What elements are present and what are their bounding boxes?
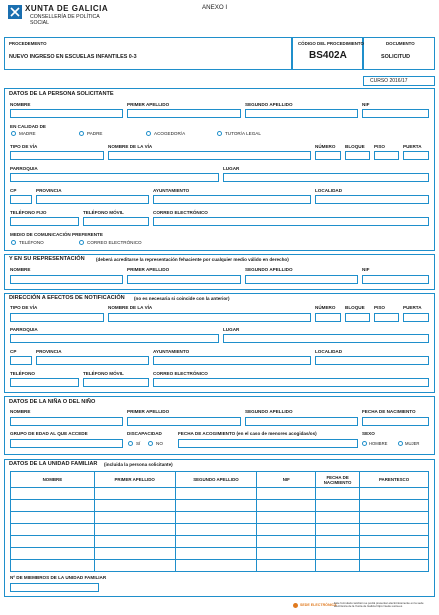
label-ayuntamiento: AYUNTAMIENTO [153,188,190,193]
localidad-input[interactable] [315,195,429,204]
family-table [10,471,429,572]
tel-movil-input[interactable] [83,217,149,226]
footer-note: Este formulario también se podrá presentar electrónicamente en la sede electrónica de la Xunta de Galicia https://sede.xunta.es [334,601,424,609]
col-nif: NIF [257,472,316,488]
child-label-primer-apellido: PRIMER APELLIDO [127,409,170,414]
not-label-parroquia: PARROQUIA [10,327,38,332]
family-cell[interactable] [360,560,429,572]
family-cell[interactable] [360,548,429,560]
xunta-logo [8,5,22,19]
child-label-fecha-nac: FECHA DE NACIMIENTO [362,409,416,414]
disc-no-radio[interactable] [148,441,153,446]
nif-input[interactable] [362,109,429,118]
family-cell[interactable] [257,524,316,536]
family-cell[interactable] [94,560,175,572]
family-header-row [11,472,429,488]
provincia-input[interactable] [36,195,149,204]
family-cell[interactable] [257,548,316,560]
label-localidad: LOCALIDAD [315,188,343,193]
annex-title: ANEXO I [202,4,228,11]
tutor-radio[interactable] [217,131,222,136]
col-parentesco: PARENTESCO [360,472,429,488]
not-bloque-input[interactable] [345,313,370,322]
label-nombre-via: NOMBRE DE LA VÍA [108,144,153,149]
rep-label-segundo-apellido: SEGUNDO APELLIDO [245,267,293,272]
not-label-tel-movil: TELÉFONO MÓVIL [83,371,124,376]
not-puerta-input[interactable] [403,313,429,322]
family-cell[interactable] [11,500,95,512]
hombre-radio[interactable] [362,441,367,446]
disc-si-label: SÍ [136,441,141,446]
not-label-piso: PISO [374,305,385,310]
disc-no-label: NO [156,441,163,446]
tipo-via-input[interactable] [10,151,104,160]
family-cell[interactable] [316,560,360,572]
col-segundo-apellido: SEGUNDO APELLIDO [175,472,257,488]
child-fecha-nac-input[interactable] [362,417,429,426]
not-label-tipo-via: TIPO DE VÍA [10,305,38,310]
notification-title: DIRECCIÓN A EFECTOS DE NOTIFICACIÓN [9,295,125,301]
family-cell[interactable] [257,560,316,572]
child-nombre-input[interactable] [10,417,123,426]
not-cp-input[interactable] [10,356,32,365]
child-label-fecha-acog: FECHA DE ACOGIMIENTO (en el caso de menores acogidas/os) [178,431,317,436]
not-label-localidad: LOCALIDAD [315,349,343,354]
child-title: DATOS DE LA NIÑA O DEL NIÑO [9,399,96,405]
not-numero-input[interactable] [315,313,341,322]
family-cell[interactable] [175,524,257,536]
hombre-label: HOMBRE [369,441,388,446]
rep-nombre-input[interactable] [10,275,123,284]
sede-icon [293,603,298,608]
family-cell[interactable] [94,536,175,548]
not-label-numero: NÚMERO [315,305,336,310]
label-puerta: PUERTA [403,144,422,149]
family-cell[interactable] [11,560,95,572]
parroquia-input[interactable] [10,173,219,182]
mujer-label: MUJER [405,441,420,446]
dept-line2: SOCIAL [30,20,50,26]
segundo-apellido-input[interactable] [245,109,358,118]
not-label-ayuntamiento: AYUNTAMIENTO [153,349,190,354]
family-cell[interactable] [360,524,429,536]
label-tel-fijo: TELÉFONO FIJO [10,210,47,215]
code-value: BS402A [309,50,347,61]
family-note: (incluida la persona solicitante) [104,462,173,467]
not-piso-input[interactable] [374,313,399,322]
col-nombre: NOMBRE [11,472,95,488]
course-label: CURSO 2016/17 [370,78,408,84]
family-title: DATOS DE LA UNIDAD FAMILIAR [9,461,98,467]
not-telefono-input[interactable] [10,378,79,387]
family-cell[interactable] [316,548,360,560]
family-cell[interactable] [94,500,175,512]
family-cell[interactable] [94,524,175,536]
bloque-input[interactable] [345,151,370,160]
grupo-edad-input[interactable] [10,439,123,448]
dept-line1: CONSELLERÍA DE POLÍTICA [30,14,100,20]
family-cell[interactable] [316,524,360,536]
family-cell[interactable] [360,500,429,512]
rep-segundo-apellido-input[interactable] [245,275,358,284]
not-email-input[interactable] [153,378,429,387]
family-row [11,536,429,548]
family-cell[interactable] [316,512,360,524]
rep-label-nombre: NOMBRE [10,267,31,272]
label-lugar: LUGAR [223,166,240,171]
not-localidad-input[interactable] [315,356,429,365]
label-bloque: BLOQUE [345,144,365,149]
child-segundo-apellido-input[interactable] [245,417,358,426]
child-label-grupo-edad: GRUPO DE EDAD AL QUE ACCEDE [10,431,88,436]
mujer-radio[interactable] [398,441,403,446]
doc-value: SOLICITUD [381,54,411,60]
telefono-label: TELÉFONO [19,240,44,245]
family-cell[interactable] [175,560,257,572]
rep-label-nif: NIF [362,267,370,272]
members-label: Nº DE MIEMBROS DE LA UNIDAD FAMILIAR [10,575,107,580]
label-tipo-via: TIPO DE VÍA [10,144,38,149]
not-label-provincia: PROVINCIA [36,349,62,354]
family-cell[interactable] [316,488,360,500]
child-label-nombre: NOMBRE [10,409,31,414]
family-cell[interactable] [360,536,429,548]
family-cell[interactable] [257,536,316,548]
family-cell[interactable] [94,512,175,524]
not-parroquia-input[interactable] [10,334,219,343]
padre-radio[interactable] [79,131,84,136]
rep-label-primer-apellido: PRIMER APELLIDO [127,267,170,272]
piso-input[interactable] [374,151,399,160]
members-input[interactable] [10,583,99,592]
tel-fijo-input[interactable] [10,217,79,226]
child-label-discapacidad: DISCAPACIDAD [127,431,162,436]
family-cell[interactable] [257,488,316,500]
family-cell[interactable] [11,512,95,524]
family-cell[interactable] [175,488,257,500]
family-cell[interactable] [316,536,360,548]
sede-label: SEDE ELECTRÓNICA [300,603,337,607]
label-provincia: PROVINCIA [36,188,62,193]
family-row [11,500,429,512]
family-row [11,524,429,536]
child-primer-apellido-input[interactable] [127,417,241,426]
tutor-label: TUTOR/A LEGAL [225,131,261,136]
col-primer-apellido: PRIMER APELLIDO [94,472,175,488]
not-ayuntamiento-input[interactable] [153,356,311,365]
correo-label: CORREO ELECTRÓNICO [87,240,142,245]
primer-apellido-input[interactable] [127,109,241,118]
family-cell[interactable] [11,488,95,500]
not-tel-movil-input[interactable] [83,378,149,387]
label-segundo-apellido: SEGUNDO APELLIDO [245,102,293,107]
family-cell[interactable] [94,548,175,560]
cp-input[interactable] [10,195,32,204]
not-label-bloque: BLOQUE [345,305,365,310]
not-nombre-via-input[interactable] [108,313,311,322]
family-cell[interactable] [175,536,257,548]
representative-title: Y EN SU REPRESENTACIÓN [9,256,85,262]
family-cell[interactable] [316,500,360,512]
family-cell[interactable] [257,512,316,524]
rep-primer-apellido-input[interactable] [127,275,241,284]
notification-note: (no es necesaria si coincide con la anterior) [134,296,230,301]
child-label-segundo-apellido: SEGUNDO APELLIDO [245,409,293,414]
doc-label: DOCUMENTO [386,41,415,46]
label-parroquia: PARROQUIA [10,166,38,171]
family-row [11,488,429,500]
family-cell[interactable] [360,488,429,500]
not-label-telefono: TELÉFONO [10,371,36,376]
family-cell[interactable] [175,548,257,560]
family-cell[interactable] [257,500,316,512]
rep-nif-input[interactable] [362,275,429,284]
telefono-radio[interactable] [11,240,16,245]
lugar-input[interactable] [223,173,429,182]
family-cell[interactable] [175,512,257,524]
madre-label: MADRE [19,131,36,136]
applicant-title: DATOS DE LA PERSONA SOLICITANTE [9,91,114,97]
madre-radio[interactable] [11,131,16,136]
child-label-sexo: SEXO [362,431,375,436]
col-fecha-nac: FECHA DE NACIMIENTO [316,472,360,488]
not-label-nombre-via: NOMBRE DE LA VÍA [108,305,153,310]
nombre-via-input[interactable] [108,151,311,160]
fecha-acog-input[interactable] [178,439,358,448]
label-piso: PISO [374,144,385,149]
nombre-input[interactable] [10,109,123,118]
label-tel-movil: TELÉFONO MÓVIL [83,210,124,215]
not-label-cp: CP [10,349,17,354]
family-cell[interactable] [11,548,95,560]
not-lugar-input[interactable] [223,334,429,343]
label-nif: NIF [362,102,370,107]
correo-radio[interactable] [79,240,84,245]
family-cell[interactable] [360,512,429,524]
org-name: XUNTA DE GALICIA [25,4,109,13]
family-row [11,560,429,572]
puerta-input[interactable] [403,151,429,160]
label-cp: CP [10,188,17,193]
label-medio: MEDIO DE COMUNICACIÓN PREFERENTE [10,232,103,237]
disc-si-radio[interactable] [128,441,133,446]
family-row [11,548,429,560]
not-label-puerta: PUERTA [403,305,422,310]
not-provincia-input[interactable] [36,356,149,365]
numero-input[interactable] [315,151,341,160]
label-en-calidad: EN CALIDAD DE [10,124,46,129]
family-cell[interactable] [175,500,257,512]
family-cell[interactable] [94,488,175,500]
family-cell[interactable] [11,524,95,536]
label-nombre: NOMBRE [10,102,31,107]
label-email: CORREO ELECTRÓNICO [153,210,208,215]
label-numero: NÚMERO [315,144,336,149]
procedure-value: NUEVO INGRESO EN ESCUELAS INFANTILES 0-3 [9,54,137,60]
email-input[interactable] [153,217,429,226]
label-primer-apellido: PRIMER APELLIDO [127,102,170,107]
not-label-email: CORREO ELECTRÓNICO [153,371,208,376]
representative-note: (deberá acreditarse la representación fehaciente por cualquier medio válido en derecho) [96,257,289,262]
not-tipo-via-input[interactable] [10,313,104,322]
procedure-label: PROCEDEMENTO [9,41,47,46]
padre-label: PADRE [87,131,103,136]
family-row [11,512,429,524]
acogedor-radio[interactable] [146,131,151,136]
not-label-lugar: LUGAR [223,327,240,332]
acogedor-label: ACOGEDOR/A [154,131,186,136]
ayuntamiento-input[interactable] [153,195,311,204]
code-label: CÓDIGO DEL PROCEDIMIENTO [298,41,364,46]
family-cell[interactable] [11,536,95,548]
